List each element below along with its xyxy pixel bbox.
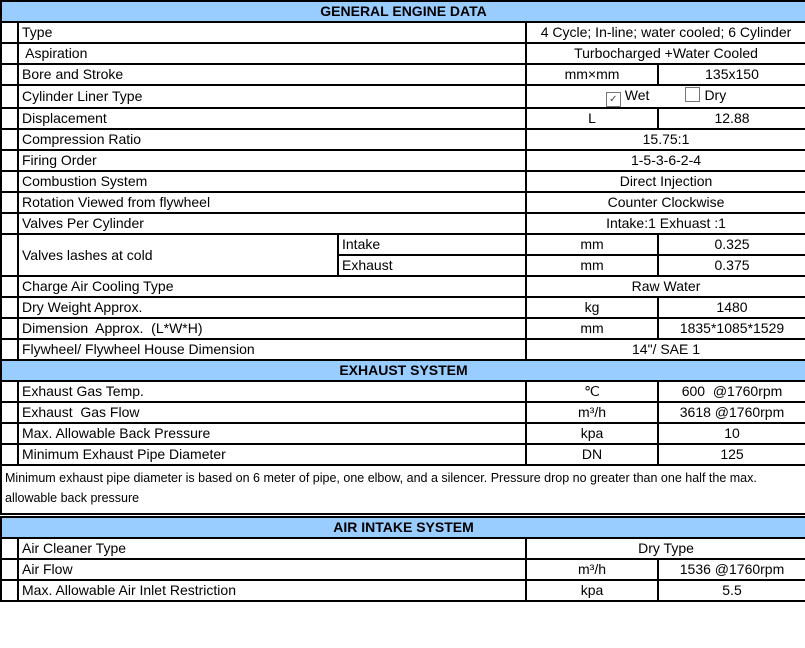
row-unit: mm — [526, 255, 658, 276]
row-unit: mm — [526, 318, 658, 339]
note-row — [1, 465, 805, 514]
table-row — [1, 381, 805, 402]
row-label: Compression Ratio — [18, 129, 526, 150]
exhaust-note: Minimum exhaust pipe diameter is based on 6 meter of pipe, one elbow, and a silencer. Pressure drop no greater than one half the max. allowable back pressure — [1, 465, 805, 514]
dry-checkbox[interactable] — [685, 87, 700, 102]
row-label: Type — [18, 22, 526, 43]
row-unit: ℃ — [526, 381, 658, 402]
row-unit: L — [526, 108, 658, 129]
table-row — [1, 64, 805, 85]
table-row — [1, 171, 805, 192]
row-label: Exhaust Gas Flow — [18, 402, 526, 423]
liner-options — [526, 85, 805, 108]
row-value: 5.5 — [658, 580, 805, 601]
table-row — [1, 43, 805, 64]
row-unit: m³/h — [526, 559, 658, 580]
section-header-air — [1, 517, 805, 538]
row-value: 12.88 — [658, 108, 805, 129]
row-label: Air Cleaner Type — [18, 538, 526, 559]
section-title: AIR INTAKE SYSTEM — [1, 517, 805, 538]
row-value: Dry Type — [526, 538, 805, 559]
row-value: Turbocharged +Water Cooled — [526, 43, 805, 64]
table-row — [1, 192, 805, 213]
row-label: Charge Air Cooling Type — [18, 276, 526, 297]
table-row — [1, 276, 805, 297]
row-label: Aspiration — [18, 43, 526, 64]
row-label: Firing Order — [18, 150, 526, 171]
dry-label: Dry — [704, 87, 727, 103]
row-value: 4 Cycle; In-line; water cooled; 6 Cylinder — [526, 22, 805, 43]
row-value: 0.375 — [658, 255, 805, 276]
row-label: Rotation Viewed from flywheel — [18, 192, 526, 213]
section-header-general — [1, 1, 805, 22]
row-label: Bore and Stroke — [18, 64, 526, 85]
table-row — [1, 213, 805, 234]
section-title: GENERAL ENGINE DATA — [1, 1, 805, 22]
row-value: 1536 @1760rpm — [658, 559, 805, 580]
row-value: 1480 — [658, 297, 805, 318]
wet-label: Wet — [624, 87, 650, 103]
row-unit: mm×mm — [526, 64, 658, 85]
table-row — [1, 423, 805, 444]
table-row — [1, 234, 805, 255]
section-title: EXHAUST SYSTEM — [1, 360, 805, 381]
row-value: 10 — [658, 423, 805, 444]
row-label: Combustion System — [18, 171, 526, 192]
table-row — [1, 402, 805, 423]
table-row — [1, 538, 805, 559]
row-value: Raw Water — [526, 276, 805, 297]
sub-label: Intake — [338, 234, 526, 255]
wet-checkbox[interactable]: ✓ — [606, 92, 621, 107]
row-value: Intake:1 Exhuast :1 — [526, 213, 805, 234]
section-header-exhaust — [1, 360, 805, 381]
row-label: Max. Allowable Air Inlet Restriction — [18, 580, 526, 601]
row-value: Direct Injection — [526, 171, 805, 192]
row-unit: mm — [526, 234, 658, 255]
row-value: 3618 @1760rpm — [658, 402, 805, 423]
row-value: 1835*1085*1529 — [658, 318, 805, 339]
table-row — [1, 22, 805, 43]
table-row — [1, 150, 805, 171]
table-row — [1, 129, 805, 150]
table-row — [1, 85, 805, 108]
row-label: Dimension Approx. (L*W*H) — [18, 318, 526, 339]
row-label: Displacement — [18, 108, 526, 129]
table-row — [1, 559, 805, 580]
row-unit: kpa — [526, 580, 658, 601]
row-value: 14"/ SAE 1 — [526, 339, 805, 360]
row-label: Dry Weight Approx. — [18, 297, 526, 318]
row-value: 125 — [658, 444, 805, 465]
row-label: Valves Per Cylinder — [18, 213, 526, 234]
row-value: 15.75:1 — [526, 129, 805, 150]
table-row — [1, 318, 805, 339]
row-unit: m³/h — [526, 402, 658, 423]
row-unit: DN — [526, 444, 658, 465]
row-value: Counter Clockwise — [526, 192, 805, 213]
sub-label: Exhaust — [338, 255, 526, 276]
table-row — [1, 580, 805, 601]
table-row — [1, 108, 805, 129]
row-label: Valves lashes at cold — [18, 234, 338, 276]
table-row — [1, 444, 805, 465]
row-unit: kg — [526, 297, 658, 318]
row-label: Minimum Exhaust Pipe Diameter — [18, 444, 526, 465]
row-label: Flywheel/ Flywheel House Dimension — [18, 339, 526, 360]
row-value: 0.325 — [658, 234, 805, 255]
row-label: Cylinder Liner Type — [18, 85, 526, 108]
row-value: 135x150 — [658, 64, 805, 85]
row-label: Exhaust Gas Temp. — [18, 381, 526, 402]
table-row — [1, 297, 805, 318]
table-row — [1, 339, 805, 360]
row-label: Air Flow — [18, 559, 526, 580]
row-value: 1-5-3-6-2-4 — [526, 150, 805, 171]
row-label: Max. Allowable Back Pressure — [18, 423, 526, 444]
row-value: 600 @1760rpm — [658, 381, 805, 402]
row-unit: kpa — [526, 423, 658, 444]
